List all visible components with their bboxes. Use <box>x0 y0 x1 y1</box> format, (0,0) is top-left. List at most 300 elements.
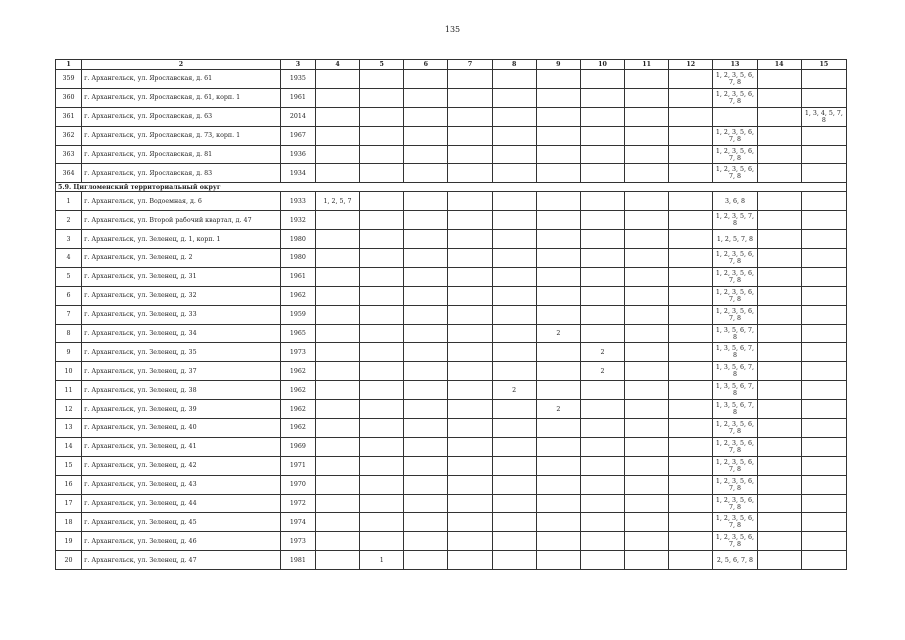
table-cell <box>801 267 846 286</box>
address-cell: г. Архангельск, ул. Зеленец, д. 44 <box>82 494 281 513</box>
year-cell: 1972 <box>280 494 315 513</box>
table-cell <box>448 437 492 456</box>
table-cell <box>492 211 536 230</box>
table-cell <box>669 456 713 475</box>
table-cell <box>801 211 846 230</box>
table-cell <box>625 70 669 89</box>
table-cell <box>315 230 359 249</box>
table-cell <box>801 164 846 183</box>
table-row <box>56 230 847 249</box>
table-cell <box>360 211 404 230</box>
address-cell: г. Архангельск, ул. Зеленец, д. 31 <box>82 267 281 286</box>
table-cell <box>404 532 448 551</box>
table-cell <box>536 70 580 89</box>
table-cell <box>625 324 669 343</box>
table-cell <box>669 267 713 286</box>
table-cell <box>625 551 669 570</box>
table-cell <box>492 107 536 126</box>
table-row <box>56 419 847 438</box>
column-header: 15 <box>801 60 846 70</box>
table-cell <box>625 381 669 400</box>
table-row <box>56 456 847 475</box>
table-cell <box>315 145 359 164</box>
table-cell <box>536 286 580 305</box>
table-cell <box>536 381 580 400</box>
column-header: 4 <box>315 60 359 70</box>
table-cell <box>580 475 624 494</box>
table-row <box>56 192 847 211</box>
table-cell: 2 <box>536 400 580 419</box>
address-cell: г. Архангельск, ул. Ярославская, д. 83 <box>82 164 281 183</box>
table-cell <box>801 324 846 343</box>
row-number-cell: 14 <box>56 437 82 456</box>
table-cell <box>801 305 846 324</box>
column-header: 11 <box>625 60 669 70</box>
table-cell <box>801 249 846 268</box>
address-cell: г. Архангельск, ул. Зеленец, д. 47 <box>82 551 281 570</box>
table-cell <box>448 211 492 230</box>
table-row <box>56 437 847 456</box>
table-cell: 1, 2, 3, 5, 6, 7, 8 <box>713 249 757 268</box>
table-cell <box>448 324 492 343</box>
row-number-cell: 8 <box>56 324 82 343</box>
table-cell <box>669 70 713 89</box>
table-cell <box>315 419 359 438</box>
table-cell: 1, 2, 3, 5, 6, 7, 8 <box>713 532 757 551</box>
table-cell <box>315 305 359 324</box>
table-cell <box>713 107 757 126</box>
table-row <box>56 324 847 343</box>
table-cell <box>625 211 669 230</box>
year-cell: 1974 <box>280 513 315 532</box>
table-cell <box>757 381 801 400</box>
table-cell <box>536 211 580 230</box>
year-cell: 1962 <box>280 419 315 438</box>
row-number-cell: 10 <box>56 362 82 381</box>
table-cell <box>625 532 669 551</box>
table-cell <box>536 107 580 126</box>
table-row <box>56 126 847 145</box>
table-cell <box>404 494 448 513</box>
row-number-cell: 363 <box>56 145 82 164</box>
table-cell <box>580 70 624 89</box>
table-cell <box>757 362 801 381</box>
year-cell: 1970 <box>280 475 315 494</box>
table-cell <box>448 267 492 286</box>
table-cell <box>448 381 492 400</box>
table-cell <box>448 305 492 324</box>
table-cell: 1, 2, 3, 5, 6, 7, 8 <box>713 145 757 164</box>
column-header: 7 <box>448 60 492 70</box>
table-cell: 1, 2, 3, 5, 6, 7, 8 <box>713 88 757 107</box>
address-cell: г. Архангельск, ул. Второй рабочий квартал, д. 47 <box>82 211 281 230</box>
address-cell: г. Архангельск, ул. Ярославская, д. 61 <box>82 70 281 89</box>
table-cell <box>448 145 492 164</box>
table-cell <box>669 494 713 513</box>
table-cell <box>404 164 448 183</box>
table-cell <box>404 419 448 438</box>
table-cell <box>580 400 624 419</box>
table-cell <box>492 164 536 183</box>
table-cell <box>757 230 801 249</box>
table-row <box>56 513 847 532</box>
table-cell <box>404 88 448 107</box>
table-cell <box>757 107 801 126</box>
table-cell <box>757 400 801 419</box>
table-cell <box>580 88 624 107</box>
row-number-cell: 2 <box>56 211 82 230</box>
table-cell <box>580 437 624 456</box>
table-cell <box>448 475 492 494</box>
table-cell <box>580 286 624 305</box>
table-cell <box>536 267 580 286</box>
year-cell: 1973 <box>280 343 315 362</box>
year-cell: 1932 <box>280 211 315 230</box>
table-cell <box>625 286 669 305</box>
table-cell <box>404 145 448 164</box>
table-cell <box>625 107 669 126</box>
year-cell: 1935 <box>280 70 315 89</box>
table-cell <box>580 107 624 126</box>
row-number-cell: 361 <box>56 107 82 126</box>
table-cell <box>580 513 624 532</box>
table-cell <box>757 70 801 89</box>
row-number-cell: 7 <box>56 305 82 324</box>
row-number-cell: 364 <box>56 164 82 183</box>
address-cell: г. Архангельск, ул. Зеленец, д. 34 <box>82 324 281 343</box>
row-number-cell: 362 <box>56 126 82 145</box>
table-cell <box>360 362 404 381</box>
table-cell <box>448 230 492 249</box>
table-cell <box>669 211 713 230</box>
year-cell: 1959 <box>280 305 315 324</box>
table-cell: 1, 3, 5, 6, 7, 8 <box>713 362 757 381</box>
table-cell: 1, 2, 3, 5, 6, 7, 8 <box>713 286 757 305</box>
table-cell <box>448 70 492 89</box>
table-cell <box>360 249 404 268</box>
table-cell <box>757 456 801 475</box>
table-cell <box>757 437 801 456</box>
year-cell: 1962 <box>280 286 315 305</box>
table-cell <box>625 362 669 381</box>
table-cell <box>801 70 846 89</box>
table-cell <box>360 267 404 286</box>
year-cell: 1967 <box>280 126 315 145</box>
table-cell: 1, 2, 3, 5, 6, 7, 8 <box>713 419 757 438</box>
table-cell <box>757 192 801 211</box>
table-cell: 1, 3, 5, 6, 7, 8 <box>713 400 757 419</box>
row-number-cell: 360 <box>56 88 82 107</box>
table-cell <box>580 305 624 324</box>
table-cell <box>669 230 713 249</box>
table-cell <box>404 475 448 494</box>
table-cell <box>492 494 536 513</box>
table-cell <box>404 267 448 286</box>
table-cell <box>669 324 713 343</box>
address-cell: г. Архангельск, ул. Зеленец, д. 40 <box>82 419 281 438</box>
table-cell <box>315 343 359 362</box>
table-cell <box>360 192 404 211</box>
table-cell <box>669 532 713 551</box>
table-cell <box>360 532 404 551</box>
table-cell <box>492 249 536 268</box>
table-cell <box>404 551 448 570</box>
address-cell: г. Архангельск, ул. Зеленец, д. 38 <box>82 381 281 400</box>
table-cell <box>669 88 713 107</box>
year-cell: 1971 <box>280 456 315 475</box>
table-cell <box>625 343 669 362</box>
table-cell <box>625 494 669 513</box>
table-cell <box>801 192 846 211</box>
table-cell <box>448 107 492 126</box>
table-cell <box>801 400 846 419</box>
table-cell <box>404 513 448 532</box>
table-cell: 3, 6, 8 <box>713 192 757 211</box>
table-cell <box>669 513 713 532</box>
table-cell <box>448 164 492 183</box>
address-cell: г. Архангельск, ул. Водоемная, д. 6 <box>82 192 281 211</box>
table-row <box>56 381 847 400</box>
section-title: 5.9. Цигломенский территориальный округ <box>56 183 847 192</box>
table-cell <box>801 126 846 145</box>
address-cell: г. Архангельск, ул. Зеленец, д. 42 <box>82 456 281 475</box>
table-cell <box>801 145 846 164</box>
table-cell <box>360 230 404 249</box>
table-cell <box>801 230 846 249</box>
table-cell <box>448 419 492 438</box>
table-cell <box>448 286 492 305</box>
table-cell <box>315 267 359 286</box>
table-cell <box>625 145 669 164</box>
table-cell: 2 <box>492 381 536 400</box>
table-cell: 1, 2, 3, 5, 6, 7, 8 <box>713 456 757 475</box>
row-number-cell: 15 <box>56 456 82 475</box>
table-cell: 2 <box>580 343 624 362</box>
page-number: 135 <box>444 25 461 34</box>
table-row <box>56 362 847 381</box>
table-cell <box>801 513 846 532</box>
table-cell <box>757 419 801 438</box>
year-cell: 1934 <box>280 164 315 183</box>
table-row <box>56 145 847 164</box>
table-row <box>56 343 847 362</box>
table-cell <box>404 249 448 268</box>
table-cell <box>801 419 846 438</box>
table-cell <box>315 551 359 570</box>
column-header: 13 <box>713 60 757 70</box>
table-cell <box>801 532 846 551</box>
row-number-cell: 11 <box>56 381 82 400</box>
table-cell <box>669 286 713 305</box>
table-cell <box>625 88 669 107</box>
table-cell <box>536 475 580 494</box>
table-cell <box>669 437 713 456</box>
table-cell <box>360 343 404 362</box>
table-cell <box>360 513 404 532</box>
table-cell <box>315 286 359 305</box>
table-cell <box>757 145 801 164</box>
table-cell <box>801 362 846 381</box>
table-cell: 1, 2, 3, 5, 6, 7, 8 <box>713 305 757 324</box>
table-cell <box>669 381 713 400</box>
table-cell <box>360 107 404 126</box>
table-cell <box>492 305 536 324</box>
column-header: 3 <box>280 60 315 70</box>
table-cell <box>536 343 580 362</box>
column-header: 6 <box>404 60 448 70</box>
table-cell <box>360 400 404 419</box>
table-cell <box>801 286 846 305</box>
table-cell <box>315 437 359 456</box>
row-number-cell: 3 <box>56 230 82 249</box>
address-cell: г. Архангельск, ул. Зеленец, д. 45 <box>82 513 281 532</box>
table-cell <box>625 400 669 419</box>
table-cell: 1, 3, 5, 6, 7, 8 <box>713 343 757 362</box>
table-cell <box>404 437 448 456</box>
year-cell: 1980 <box>280 249 315 268</box>
table-cell <box>625 126 669 145</box>
table-cell <box>315 88 359 107</box>
buildings-table <box>55 59 847 570</box>
table-cell <box>757 126 801 145</box>
table-cell <box>492 362 536 381</box>
row-number-cell: 19 <box>56 532 82 551</box>
table-cell <box>580 230 624 249</box>
address-cell: г. Архангельск, ул. Ярославская, д. 81 <box>82 145 281 164</box>
table-cell <box>625 267 669 286</box>
table-cell <box>757 305 801 324</box>
table-row <box>56 532 847 551</box>
table-cell <box>448 494 492 513</box>
address-cell: г. Архангельск, ул. Зеленец, д. 35 <box>82 343 281 362</box>
table-cell <box>625 475 669 494</box>
table-cell <box>669 305 713 324</box>
table-cell <box>404 400 448 419</box>
row-number-cell: 9 <box>56 343 82 362</box>
table-cell <box>625 192 669 211</box>
table-row <box>56 70 847 89</box>
table-cell <box>757 88 801 107</box>
table-cell <box>757 249 801 268</box>
year-cell: 1962 <box>280 400 315 419</box>
table-cell <box>625 419 669 438</box>
address-cell: г. Архангельск, ул. Ярославская, д. 63 <box>82 107 281 126</box>
table-cell <box>669 400 713 419</box>
column-header: 1 <box>56 60 82 70</box>
year-cell: 1961 <box>280 267 315 286</box>
year-cell: 1962 <box>280 381 315 400</box>
table-cell <box>360 437 404 456</box>
table-cell <box>580 494 624 513</box>
table-cell <box>580 249 624 268</box>
table-cell: 1, 2, 5, 7, 8 <box>713 230 757 249</box>
year-cell: 1980 <box>280 230 315 249</box>
table-cell <box>315 513 359 532</box>
table-cell: 1, 2, 3, 5, 6, 7, 8 <box>713 494 757 513</box>
table-cell <box>669 145 713 164</box>
table-cell <box>448 362 492 381</box>
table-cell <box>492 475 536 494</box>
table-cell <box>492 267 536 286</box>
table-cell <box>360 475 404 494</box>
table-cell <box>580 211 624 230</box>
table-cell <box>669 126 713 145</box>
table-cell <box>536 551 580 570</box>
table-cell <box>536 164 580 183</box>
table-cell <box>492 286 536 305</box>
table-cell <box>492 70 536 89</box>
table-cell <box>448 532 492 551</box>
table-cell: 1, 3, 4, 5, 7, 8 <box>801 107 846 126</box>
year-cell: 1933 <box>280 192 315 211</box>
address-cell: г. Архангельск, ул. Зеленец, д. 2 <box>82 249 281 268</box>
table-cell <box>315 249 359 268</box>
header-row <box>56 60 847 70</box>
table-cell <box>404 381 448 400</box>
table-cell <box>536 249 580 268</box>
table-cell <box>757 211 801 230</box>
table-cell <box>669 164 713 183</box>
table-cell: 1, 2, 3, 5, 6, 7, 8 <box>713 475 757 494</box>
table-cell <box>404 192 448 211</box>
table-row <box>56 164 847 183</box>
table-cell <box>536 305 580 324</box>
table-cell <box>404 286 448 305</box>
table-cell: 1, 2, 3, 5, 7, 8 <box>713 211 757 230</box>
table-cell <box>757 324 801 343</box>
table-cell <box>315 211 359 230</box>
table-cell <box>448 513 492 532</box>
address-cell: г. Архангельск, ул. Зеленец, д. 43 <box>82 475 281 494</box>
table-cell <box>404 230 448 249</box>
table-cell: 2 <box>536 324 580 343</box>
table-cell <box>536 513 580 532</box>
table-cell <box>757 164 801 183</box>
address-cell: г. Архангельск, ул. Зеленец, д. 33 <box>82 305 281 324</box>
section-row <box>56 183 847 192</box>
year-cell: 1981 <box>280 551 315 570</box>
table-cell <box>448 343 492 362</box>
row-number-cell: 359 <box>56 70 82 89</box>
table-cell <box>801 456 846 475</box>
address-cell: г. Архангельск, ул. Ярославская, д. 61, корп. 1 <box>82 88 281 107</box>
table-cell <box>669 107 713 126</box>
table-cell <box>536 230 580 249</box>
table-row <box>56 305 847 324</box>
table-cell <box>448 88 492 107</box>
table-cell: 1, 2, 5, 7 <box>315 192 359 211</box>
row-number-cell: 18 <box>56 513 82 532</box>
table-cell <box>404 126 448 145</box>
table-row <box>56 551 847 570</box>
table-cell <box>536 456 580 475</box>
table-cell <box>492 456 536 475</box>
year-cell: 1962 <box>280 362 315 381</box>
table-cell <box>315 126 359 145</box>
table-cell <box>492 513 536 532</box>
table-cell <box>801 551 846 570</box>
year-cell: 1961 <box>280 88 315 107</box>
table-cell <box>757 494 801 513</box>
table-cell <box>360 324 404 343</box>
table-row <box>56 494 847 513</box>
table-cell <box>492 192 536 211</box>
table-cell <box>536 437 580 456</box>
table-cell <box>536 88 580 107</box>
row-number-cell: 4 <box>56 249 82 268</box>
table-row <box>56 249 847 268</box>
year-cell: 1965 <box>280 324 315 343</box>
